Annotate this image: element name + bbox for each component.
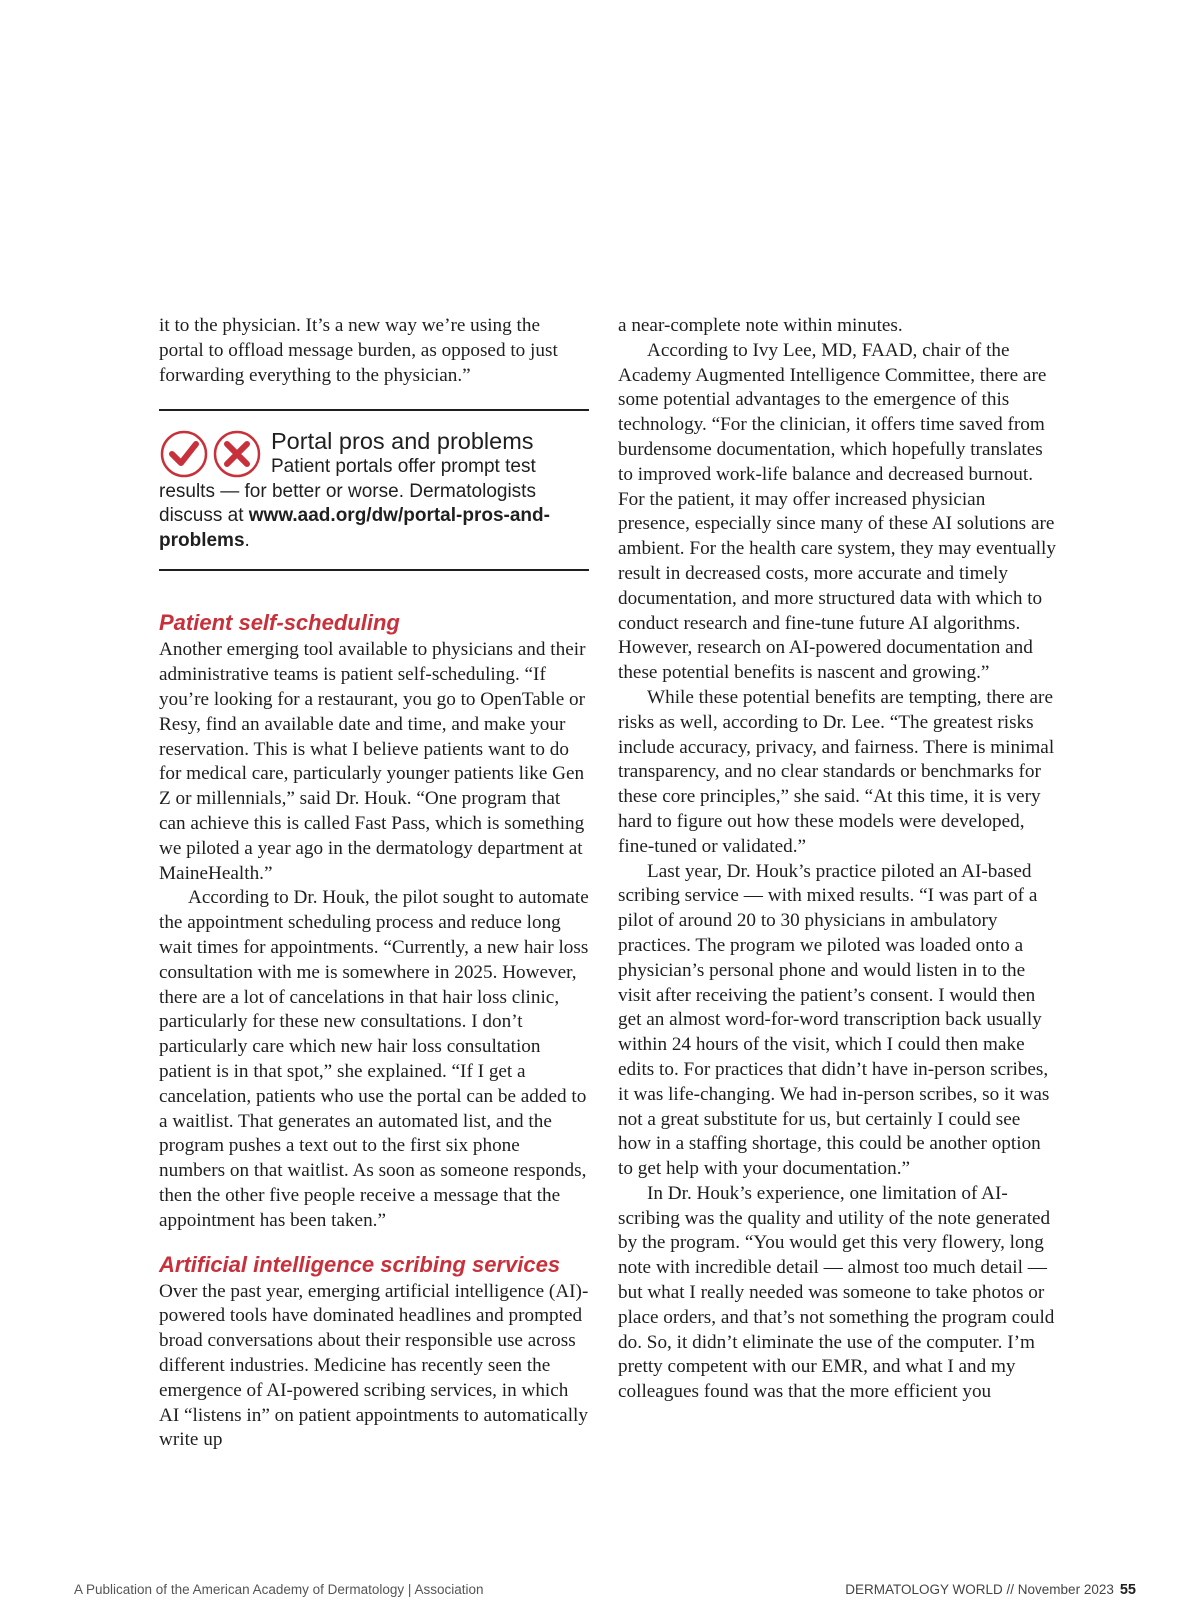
footer-publication: A Publication of the American Academy of Dermatology | Association xyxy=(74,1582,484,1597)
paragraph: Last year, Dr. Houk’s practice piloted an AI-based scribing service — with mixed results. “I was part of a pilot of around 20 to 30 physicians in ambulatory practices. The program we piloted was loaded onto a physician’s personal phone and would listen in to the visit after receiving the patient’s consent. I would then get an almost word-for-word transcription back usually within 24 hours of the visit, which I could then make edits to. For practices that didn’t have in-person scribes, it was life-changing. We had in-person scribes, so it was not a great substitute for us, but certainly I could see how in a staffing shortage, this could be another option to get help with your documentation.” xyxy=(618,860,1050,1180)
sidebar-end: . xyxy=(244,529,250,551)
paragraph: In Dr. Houk’s experience, one limitation of AI-scribing was the quality and utility of the note generated by the program. “You would get this very flowery, long note with incredible detail — almost too much detail — but what I really needed was someone to take photos or place orders, and that’s not something the program could do. So, it didn’t eliminate the use of the computer. I’m pretty competent with our EMR, and what I and my colleagues found was that the more efficient you xyxy=(618,1182,1055,1403)
check-cross-icons xyxy=(159,429,265,479)
sidebar-link[interactable]: www.aad.org/dw/portal-pros-and-problems xyxy=(159,505,550,551)
cross-icon xyxy=(215,432,259,476)
intro-paragraph: it to the physician. It’s a new way we’re using the portal to offload message burden, as opposed to just forwarding everything to the physician.” xyxy=(159,315,558,386)
section-heading-ai-scribing: Artificial intelligence scribing services xyxy=(159,1251,561,1277)
section-heading-self-scheduling: Patient self-scheduling xyxy=(159,610,400,636)
paragraph: Another emerging tool available to physicians and their administrative teams is patient self-scheduling. “If you’re looking for a restaurant, you go to OpenTable or Resy, find an available date and time, and make your reservation. This is what I believe patients want to do for medical care, particularly younger patients like Gen Z or millennials,” said Dr. Houk. “One program that can achieve this is called Fast Pass, which is something we piloted a year ago in the dermatology department at MaineHealth.” xyxy=(159,639,586,884)
paragraph: Over the past year, emerging artificial intelligence (AI)-powered tools have dominated headlines and prompted broad conversations about their responsible use across different industries. Medicine has recently seen the emergence of AI-powered scribing services, in which AI “listens in” on patient appointments to automatically write up xyxy=(159,1280,589,1451)
footer-masthead xyxy=(845,1582,1136,1598)
page-number: 55 xyxy=(1119,1582,1136,1598)
paragraph: According to Dr. Houk, the pilot sought to automate the appointment scheduling process and reduce long wait times for appointments. “Currently, a new hair loss consultation with me is somewhere in 2025. However, there are a lot of cancelations in that hair loss clinic, particularly for these new consultations. I don’t particularly care which new hair loss consultation patient is in that spot,” she explained. “If I get a cancelation, patients who use the portal can be added to a waitlist. That generates an automated list, and the program pushes a text out to the first six phone numbers on that waitlist. As soon as someone responds, then the other five people receive a message that the appointment has been taken.” xyxy=(159,887,589,1231)
sidebar-icons xyxy=(159,429,265,477)
paragraph: While these potential benefits are tempting, there are risks as well, according to Dr. Lee. “The greatest risks include accuracy, privacy, and fairness. There is minimal transparency, and no clear standards or benchmarks for these core principles,” she said. “At this time, it is very hard to figure out how these models were developed, fine-tuned or validated.” xyxy=(618,686,1055,857)
sidebar-box xyxy=(159,409,589,571)
left-column xyxy=(159,314,589,1453)
right-column xyxy=(618,314,1058,1405)
sidebar-title: Portal pros and problems xyxy=(271,428,534,455)
sidebar-body: Patient portals offer prompt test results — for better or worse. Dermatologists discuss at xyxy=(159,456,536,527)
footer-magazine-date: DERMATOLOGY WORLD // November 2023 xyxy=(845,1582,1114,1597)
paragraph: a near-complete note within minutes. xyxy=(618,315,903,336)
paragraph: According to Ivy Lee, MD, FAAD, chair of the Academy Augmented Intelligence Committee, there are some potential advantages to the emergence of this technology. “For the clinician, it offers time saved from burdensome documentation, which hopefully translates to improved work-life balance and decreased burnout. For the patient, it may offer increased physician presence, especially since many of these AI solutions are ambient. For the health care system, they may eventually result in decreased costs, more accurate and timely documentation, and more structured data with which to conduct research and fine-tune future AI algorithms. However, research on AI-powered documentation and these potential benefits is nascent and growing.” xyxy=(618,339,1056,684)
check-icon xyxy=(162,432,206,476)
